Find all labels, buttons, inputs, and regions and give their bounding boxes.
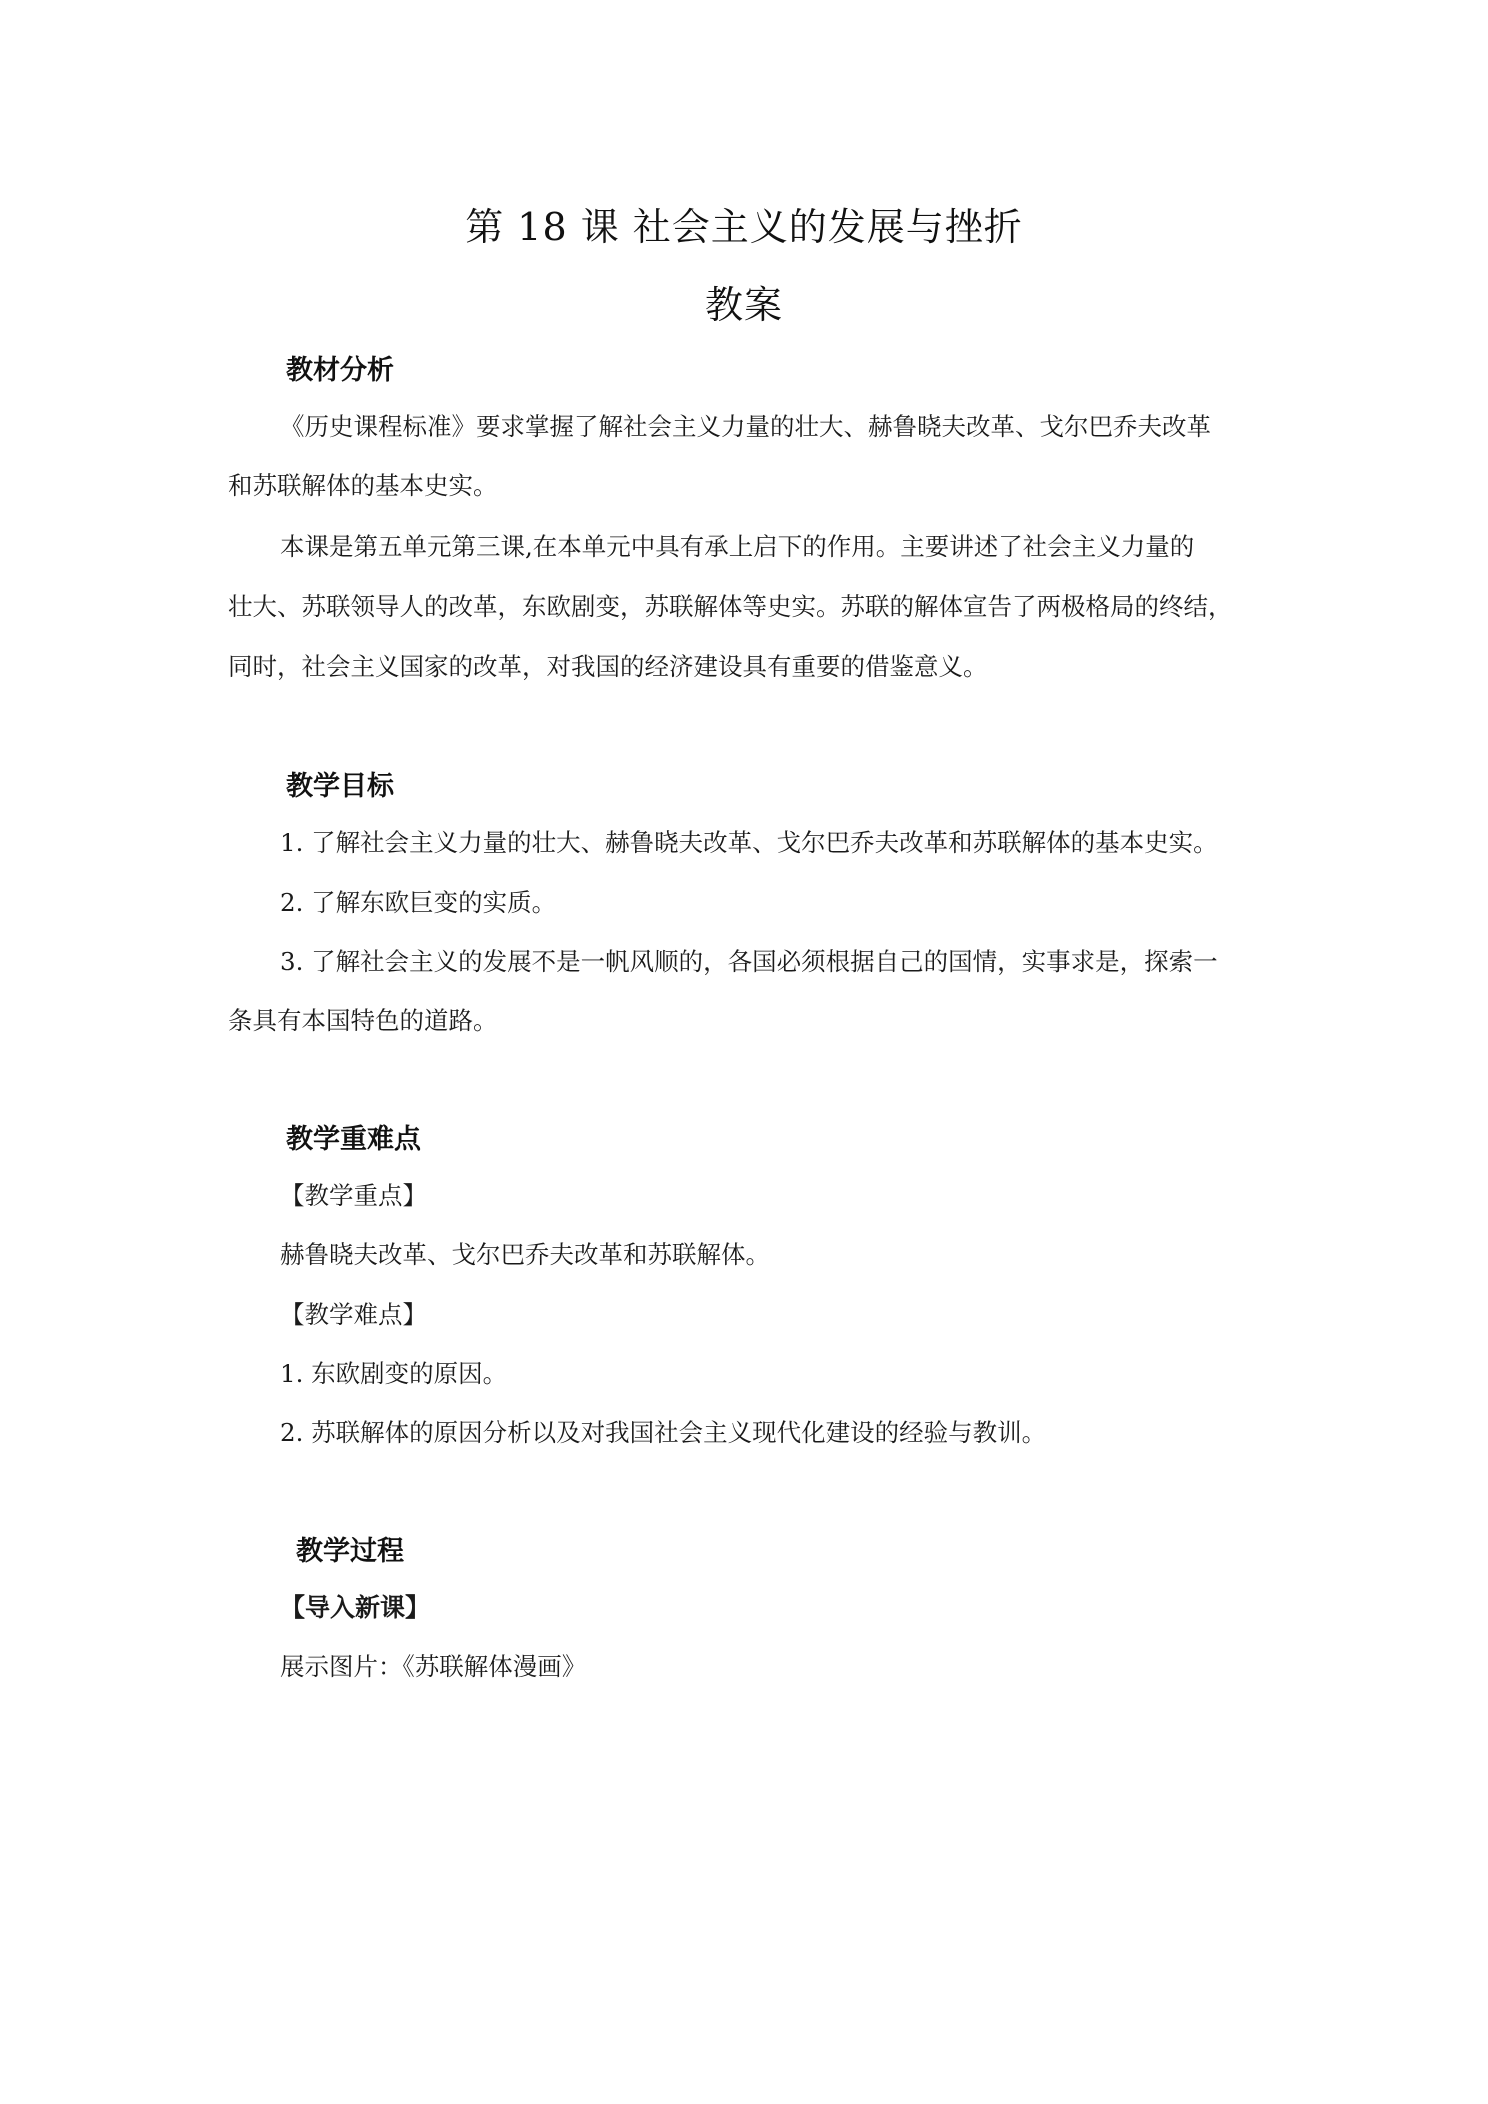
process-intro-text: 展示图片：《苏联解体漫画》 bbox=[280, 1652, 587, 1681]
objective-item-3-line-2: 条具有本国特色的道路。 bbox=[228, 1006, 498, 1035]
analysis-paragraph-2-line-2: 壮大、苏联领导人的改革，东欧剧变，苏联解体等史实。苏联的解体宣告了两极格局的终结， bbox=[228, 592, 1233, 621]
difficult-point-item-2: 2. 苏联解体的原因分析以及对我国社会主义现代化建设的经验与教训。 bbox=[280, 1418, 1047, 1447]
section-heading-process: 教学过程 bbox=[296, 1536, 404, 1567]
key-point-text: 赫鲁晓夫改革、戈尔巴乔夫改革和苏联解体。 bbox=[280, 1240, 770, 1269]
analysis-paragraph-1-line-1: 《历史课程标准》要求掌握了解社会主义力量的壮大、赫鲁晓夫改革、戈尔巴乔夫改革 bbox=[280, 412, 1211, 441]
analysis-paragraph-2-line-1: 本课是第五单元第三课,在本单元中具有承上启下的作用。主要讲述了社会主义力量的 bbox=[280, 532, 1195, 561]
objective-item-2: 2. 了解东欧巨变的实质。 bbox=[280, 888, 557, 917]
analysis-paragraph-1-line-2: 和苏联解体的基本史实。 bbox=[228, 471, 498, 500]
section-heading-key-points: 教学重难点 bbox=[286, 1124, 421, 1155]
objective-item-3-line-1: 3. 了解社会主义的发展不是一帆风顺的，各国必须根据自己的国情，实事求是，探索一 bbox=[280, 947, 1218, 976]
document-title: 第 18 课 社会主义的发展与挫折 bbox=[465, 205, 1023, 249]
difficult-point-label: 【教学难点】 bbox=[280, 1300, 427, 1329]
section-heading-objectives: 教学目标 bbox=[286, 771, 394, 802]
key-point-label: 【教学重点】 bbox=[280, 1181, 427, 1210]
process-intro-label: 【导入新课】 bbox=[280, 1593, 431, 1622]
analysis-paragraph-2-line-3: 同时，社会主义国家的改革，对我国的经济建设具有重要的借鉴意义。 bbox=[228, 652, 988, 681]
document-subtitle: 教案 bbox=[704, 283, 783, 327]
section-heading-analysis: 教材分析 bbox=[286, 355, 394, 386]
difficult-point-item-1: 1. 东欧剧变的原因。 bbox=[280, 1359, 508, 1388]
objective-item-1: 1. 了解社会主义力量的壮大、赫鲁晓夫改革、戈尔巴乔夫改革和苏联解体的基本史实。 bbox=[280, 828, 1218, 857]
